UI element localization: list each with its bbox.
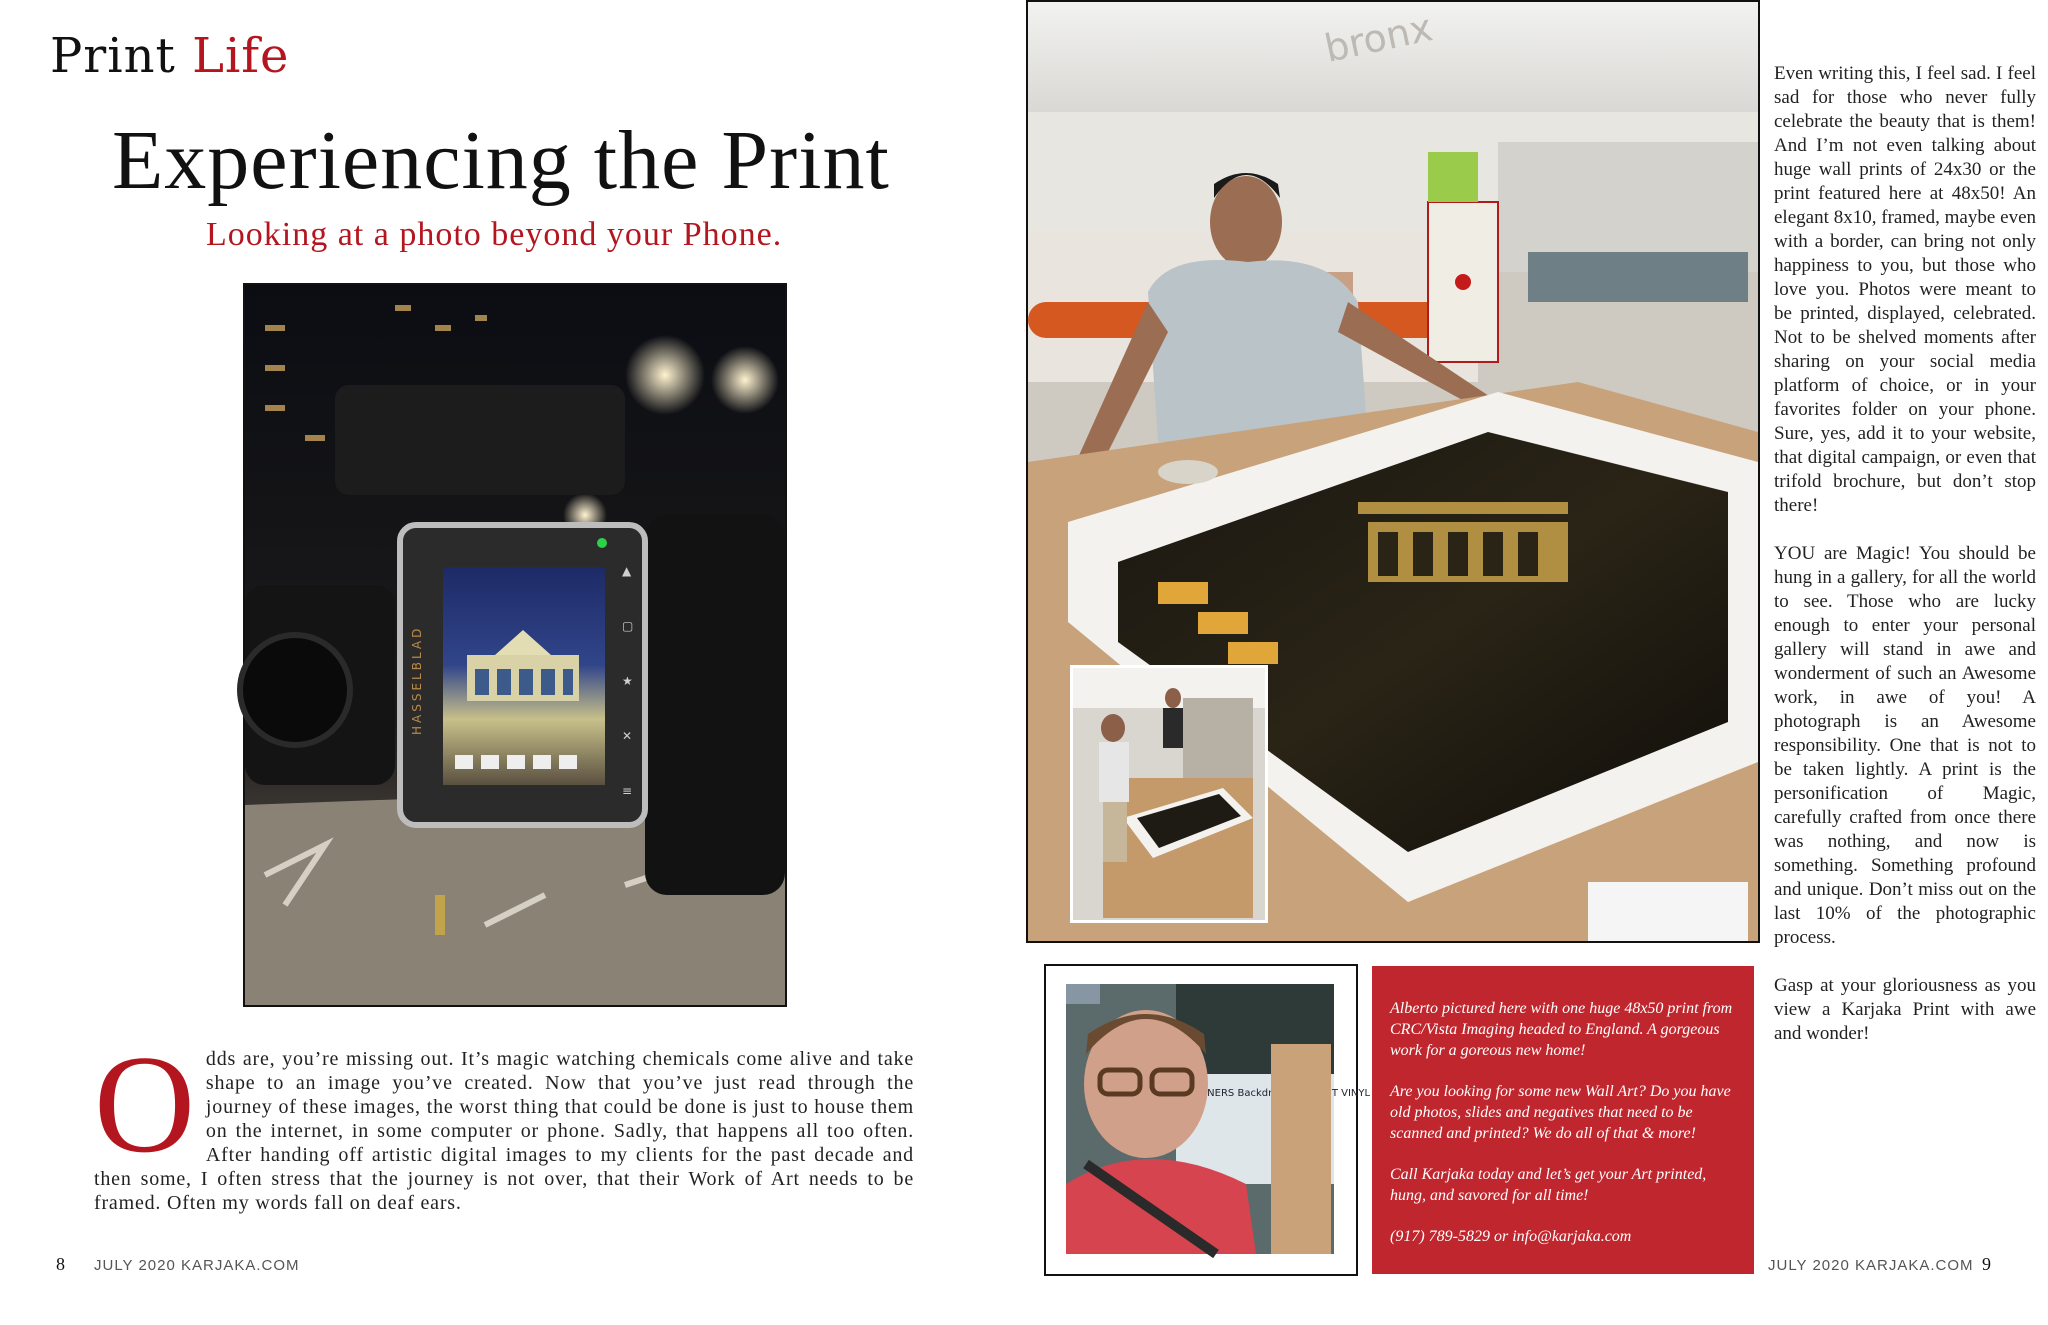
page-number-left: 8 [56, 1254, 65, 1274]
section-label [50, 28, 289, 84]
selfie-illustration [1066, 984, 1371, 1254]
page-number-right: 9 [1982, 1254, 1991, 1274]
camera-brand-text: HASSELBLAD [410, 625, 424, 735]
caption-paragraph-3: Call Karjaka today and let’s get your Art printed, hung, and savored for all time! [1390, 1166, 1707, 1204]
svg-text:▢: ▢ [622, 619, 634, 633]
subhead: Looking at a photo beyond your Phone. [206, 216, 783, 253]
headline: Experiencing the Print [112, 114, 890, 207]
svg-text:★: ★ [622, 674, 633, 688]
inset-photo [1070, 665, 1268, 923]
bronx-sign-text: bronx [1320, 5, 1437, 71]
drop-cap: O [94, 1027, 196, 1182]
body-paragraph-left: dds are, you’re missing out. It’s magic watching chemicals come alive and take shape to an image you’ve created. Now that you’ve just read through the journey of these images, the worst thing that could be done is just to house them on the internet, in some computer or phone. Sadly, that happens all too often. After handing off artistic digital images to my clients for the past decade and then some, I often stress that the journey is not over, that their Work of Art needs to be framed. Often my words fall on deaf ears. [94, 1048, 914, 1214]
caption-box [1372, 966, 1754, 1274]
camera-photo-illustration [245, 285, 785, 1005]
svg-text:≡: ≡ [622, 784, 633, 798]
svg-text:✕: ✕ [622, 729, 633, 743]
folio-right: JULY 2020 KARJAKA.COM [1768, 1257, 1974, 1274]
section-label-word2: Life [192, 28, 290, 84]
selfie-photo-frame [1044, 964, 1371, 1276]
body-paragraph-2: YOU are Magic! You should be hung in a gallery, for all the world to see. Those who are lucky enough to enter your personal gallery will stand in awe and wonderment of such an Awesome work, in awe of you! A photograph is an Awesome responsibility. One that is not to be taken lightly. A print is the personification of Magic, carefully crafted from once there was nothing, and now is something. Something profound and unique. Don’t miss out on the last 10% of the photographic process. [1774, 543, 2036, 948]
shop-sign-text: BANNERS Backdrops VINYL [1186, 1088, 1371, 1099]
inset-photo-illustration [1073, 668, 1265, 920]
section-label-word1: Print [50, 28, 176, 84]
caption-paragraph-2: Are you looking for some new Wall Art? Do you have old photos, slides and negatives that need to be scanned and printed? We do all of that & more! [1390, 1083, 1731, 1142]
folio-left: JULY 2020 KARJAKA.COM [94, 1257, 300, 1274]
camera-photo [243, 283, 787, 1007]
body-text-left [94, 1027, 914, 1215]
body-paragraph-3: Gasp at your gloriousness as you view a Karjaka Print with awe and wonder! [1774, 975, 2036, 1044]
caption-contact: (917) 789-5829 or info@karjaka.com [1390, 1228, 1632, 1245]
svg-text:▲: ▲ [622, 564, 632, 578]
body-text-right [1774, 62, 2036, 1070]
body-paragraph-1: Even writing this, I feel sad. I feel sad for those who never fully celebrate the beauty that is them! And I’m not even talking about huge wall prints of 24x30 or the print featured here at 48x50! An elegant 8x10, framed, maybe even with a border, can bring not only happiness to you, but those who love you. Photos were meant to be printed, displayed, celebrated. Not to be shelved moments after sharing on your social media platform of choice, or in your favorites folder on your phone. Sure, yes, add it to your website, that digital campaign, or even that trifold brochure, but don’t stop there! [1774, 63, 2036, 516]
caption-paragraph-1: Alberto pictured here with one huge 48x50 print from CRC/Vista Imaging headed to England. A gorgeous work for a goreous new home! [1390, 1000, 1733, 1059]
selfie-photo [1066, 984, 1371, 1254]
